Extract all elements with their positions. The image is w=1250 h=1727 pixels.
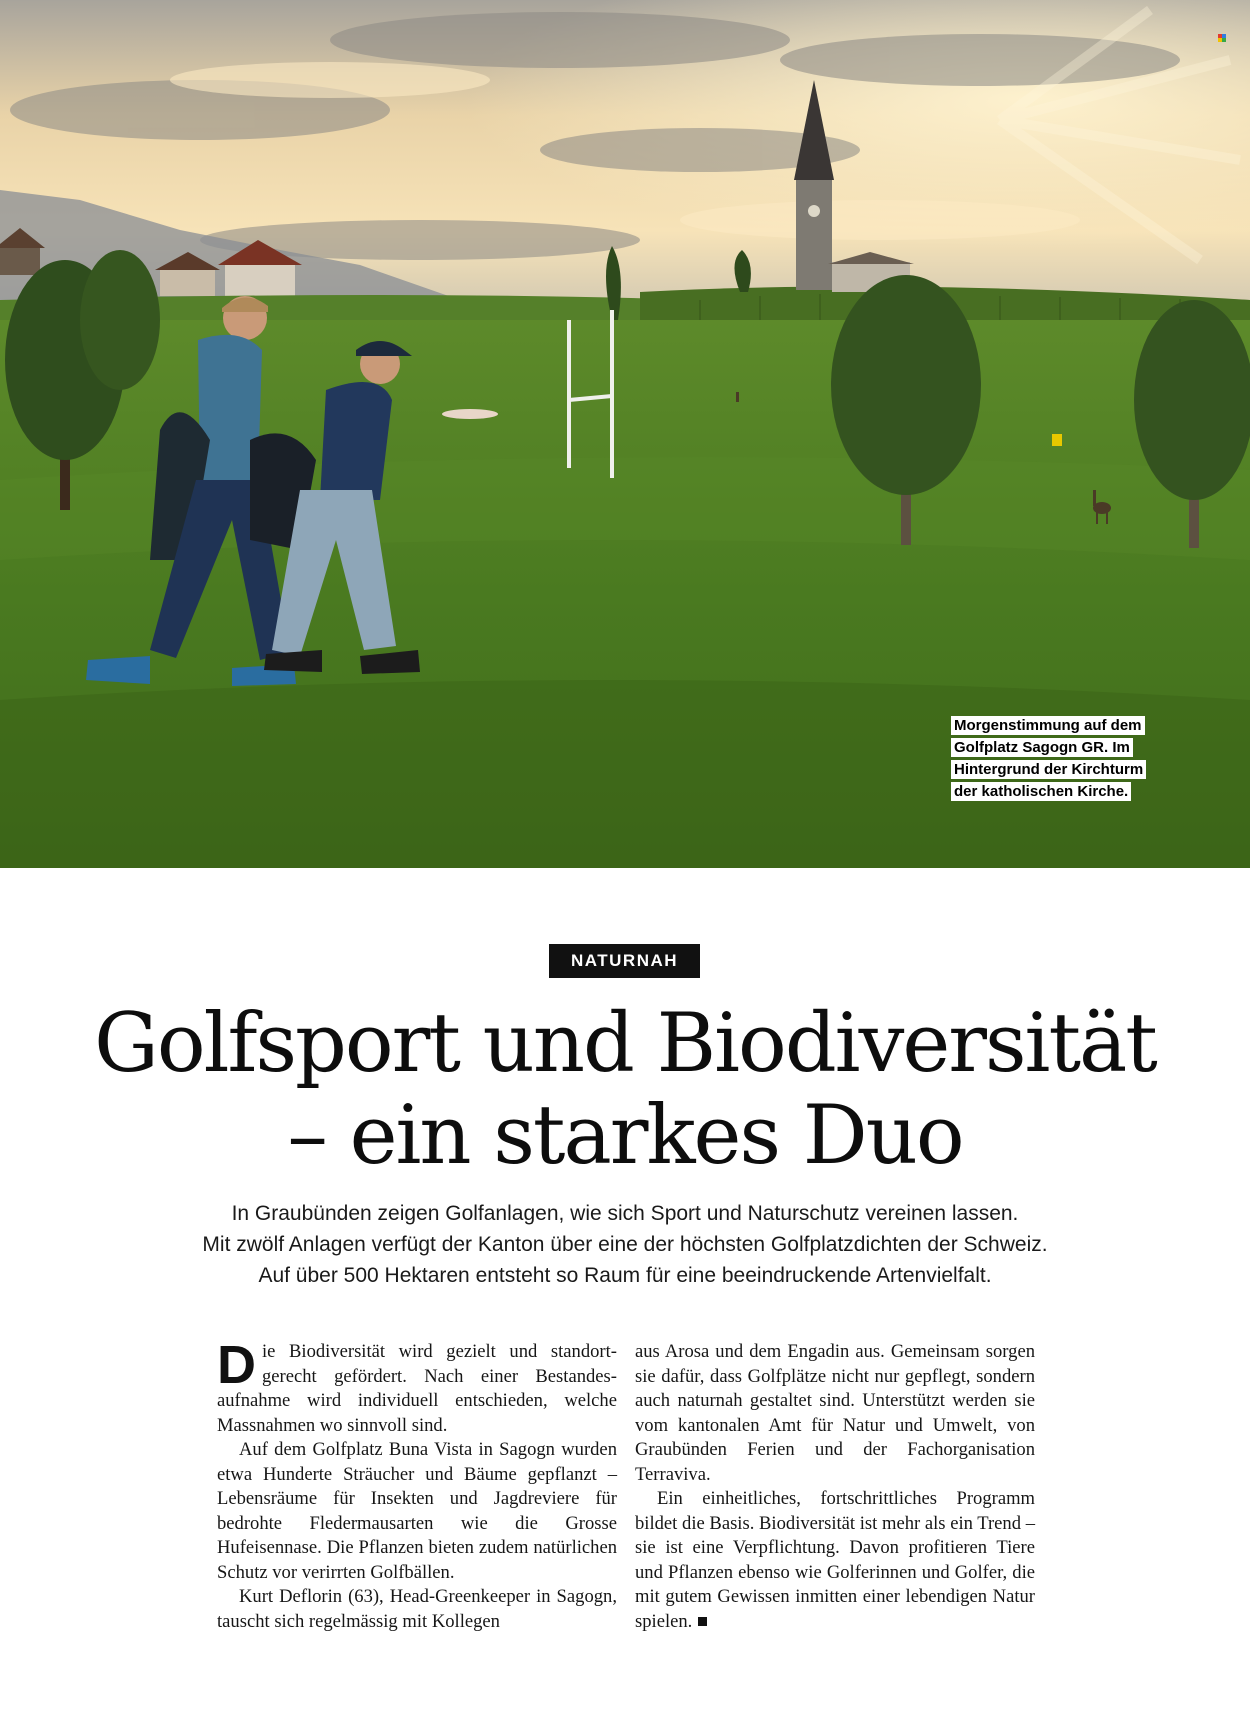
lead-line-2: Mit zwölf Anlagen verfügt der Kanton über eine der höchsten Golfplatzdichten der Schweiz. (202, 1233, 1048, 1256)
headline-line-1: Golfsport und Biodiversität (94, 997, 1156, 1091)
caption-line: der katholischen Kirche. (951, 782, 1131, 801)
caption-line: Morgenstimmung auf dem (951, 716, 1145, 735)
paragraph-text: ie Biodiversität wird gezielt und standortgerecht gefördert. Nach einer Bestandesaufnahme wird individuell entschieden, welche Massnahmen wo sinnvoll sind. (217, 1341, 617, 1436)
body-paragraph: Auf dem Golfplatz Buna Vista in Sagogn wurden etwa Hunderte Sträucher und Bäume gepflanzt – Lebensräume für Insekten und Jagdreviere für bedrohte Fledermausarten wie die Grosse Hufeisennase. Die Pflanzen bieten zudem natürlichen Schutz vor verirrten Golfbällen. (217, 1439, 617, 1583)
lead-line-3: Auf über 500 Hektaren entsteht so Raum für eine beeindruckende Artenvielfalt. (258, 1264, 992, 1287)
body-column-left (217, 1335, 617, 1634)
lead-line-1: In Graubünden zeigen Golfanlagen, wie sich Sport und Naturschutz vereinen lassen. (231, 1202, 1019, 1225)
photo-caption (951, 715, 1161, 803)
body-paragraph: Kurt Deflorin (63), Head-Greenkeeper in Sagogn, tauscht sich regelmässig mit Kollegen (217, 1586, 617, 1632)
caption-line: Hintergrund der Kirchturm (951, 760, 1146, 779)
color-logo-icon (1218, 34, 1226, 42)
end-of-article-icon (698, 1617, 707, 1626)
body-paragraph (635, 1487, 1035, 1634)
headline-line-2: – ein starkes Duo (287, 1089, 963, 1183)
body-column-right (635, 1340, 1035, 1634)
body-paragraph (217, 1335, 617, 1438)
drop-cap: D (217, 1335, 256, 1395)
caption-line: Golfplatz Sagogn GR. Im (951, 738, 1133, 757)
body-paragraph: aus Arosa und dem Engadin aus. Gemeinsam sorgen sie dafür, dass Golfplätze nicht nur gepflegt, sondern auch naturnah gestaltet sind. Unterstützt werden sie vom kantonalen Amt für Natur und Umwelt, von Graubünden Ferien und der Fachorganisation Terraviva. (635, 1341, 1035, 1485)
article-headline (80, 998, 1170, 1182)
section-kicker: NATURNAH (549, 944, 700, 978)
article-lead (100, 1198, 1150, 1291)
paragraph-text: Ein einheitliches, fortschrittliches Programm bildet die Basis. Biodiversität ist mehr als ein Trend – sie ist eine Verpflichtung. Davon profitieren Tiere und Pflanzen ebenso wie Golferinnen und Golfer, die mit gutem Gewissen inmitten einer lebendigen Natur spielen. (635, 1488, 1035, 1632)
